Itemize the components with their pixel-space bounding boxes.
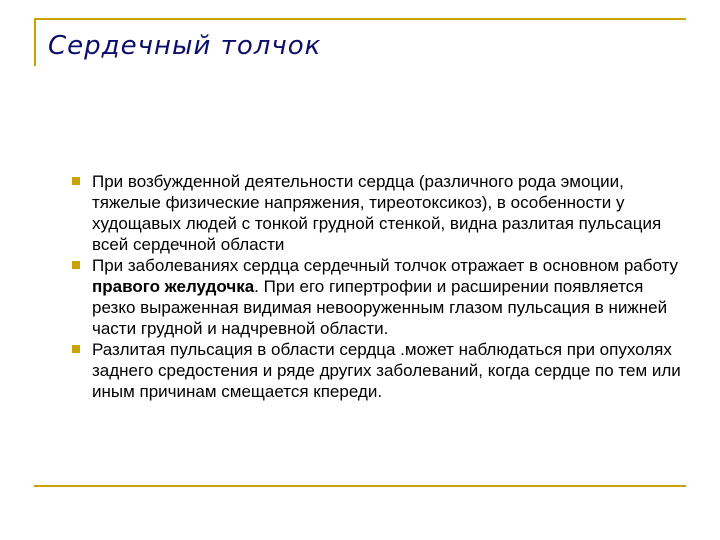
bullet-text-2-bold: правого желудочка [92, 277, 255, 296]
bullet-list [72, 171, 684, 402]
bullet-text-2-before: При заболеваниях сердца сердечный толчок отражает в основном работу [92, 256, 679, 275]
bullet-item-3 [72, 339, 684, 402]
bullet-text-1: При возбужденной деятельности сердца (различного рода эмоции, тяжелые физические напряжения, тиреотоксикоз), в особенности у худощавых людей с тонкой грудной стенкой, видна разлитая пульсация всей сердечной области [92, 172, 662, 254]
bottom-rule [34, 485, 686, 487]
square-bullet-icon [72, 261, 80, 269]
bullet-text-2-after: . При его гипертрофии и расширении появляется резко выраженная видимая невооруженным глазом пульсация в нижней части грудной и надчревной области. [92, 277, 668, 338]
bullet-item-1 [72, 171, 684, 255]
slide-title: Сердечный толчок [48, 31, 322, 61]
square-bullet-icon [72, 177, 80, 185]
left-rule [34, 18, 36, 66]
square-bullet-icon [72, 345, 80, 353]
bullet-text-3: Разлитая пульсация в области сердца .может наблюдаться при опухолях заднего средостения и ряде других заболеваний, когда сердце по тем или иным причинам смещается кпереди. [92, 340, 681, 401]
top-rule [34, 18, 686, 20]
bullet-item-2 [72, 255, 684, 339]
